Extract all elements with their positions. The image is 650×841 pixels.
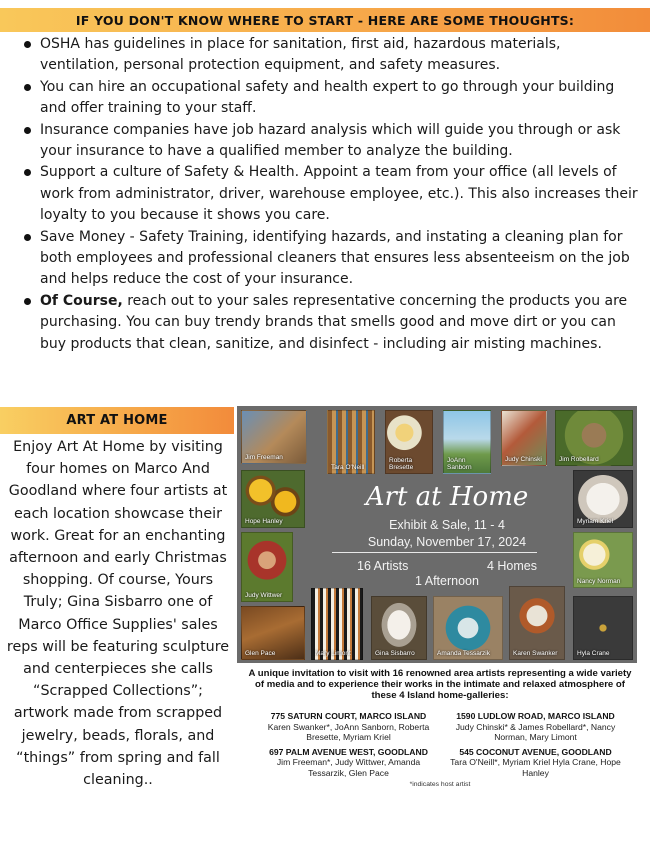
photo-caption: Karen Swanker (513, 650, 558, 657)
photo-caption: Jim Freeman (245, 454, 283, 461)
tip-bold: Of Course, (40, 292, 123, 309)
home-address: 775 SATURN COURT, MARCO ISLAND (270, 711, 427, 721)
home-address: 1590 LUDLOW ROAD, MARCO ISLAND (456, 711, 615, 721)
home-listing (449, 711, 622, 743)
photo-caption: Glen Pace (245, 650, 276, 657)
tip-text: Save Money - Safety Training, identifying hazards, and instating a cleaning plan for both employees and professional cleaners that ensures less absenteeism on the job and helps reduce the cost of your insurance. (40, 228, 630, 288)
artwork-photo (573, 532, 633, 588)
home-addresses (262, 711, 622, 778)
home-address: 545 COCONUT AVENUE, GOODLAND (459, 746, 612, 757)
photo-caption: Nancy Norman (577, 578, 621, 585)
bullet-icon (24, 127, 31, 134)
artwork-photo (573, 470, 633, 528)
bullet-icon (24, 298, 31, 305)
home-artists: Jim Freeman*, Judy Wittwer, Amanda Tessarzik, Glen Pace (276, 757, 421, 778)
artwork-photo (241, 606, 305, 660)
flyer-divider (332, 552, 537, 553)
bullet-icon (24, 41, 31, 48)
artwork-photo (433, 596, 503, 660)
artwork-photo (241, 470, 305, 528)
tip-item (20, 162, 640, 226)
photo-caption: Judy Chinski (505, 456, 542, 463)
tip-text: You can hire an occupational safety and health expert to go through your building and offer training to your staff. (40, 78, 615, 117)
home-artists: Judy Chinski* & James Robellard*, Nancy Norman, Mary Limont (455, 721, 616, 742)
bullet-icon (24, 234, 31, 241)
artwork-photo (241, 532, 293, 602)
flyer-title: Art at Home (365, 482, 529, 512)
photo-caption: Hope Hanley (245, 518, 283, 525)
home-listing (262, 711, 435, 743)
bullet-icon (24, 84, 31, 91)
artwork-photo (443, 410, 491, 474)
tip-text: Support a culture of Safety & Health. Appoint a team from your office (all levels of work from administrator, driver, warehouse employee, etc.). This also increases their loyalty to you because it shows you care. (40, 164, 638, 224)
flyer-counts (357, 559, 537, 573)
home-listing (262, 747, 435, 779)
photo-caption: Gina Sisbarro (375, 650, 415, 657)
artwork-photo (385, 410, 433, 474)
art-at-home-flyer (237, 406, 637, 663)
tip-item (20, 34, 640, 77)
artwork-photo (573, 596, 633, 660)
photo-caption: Judy Wittwer (245, 592, 283, 599)
home-artists: Tara O'Neill*, Myriam Kriel Hyla Crane, Hope Hanley (450, 757, 621, 778)
art-at-home-banner: ART AT HOME (0, 407, 234, 434)
tip-item (20, 120, 640, 163)
tip-text: Insurance companies have job hazard analysis which will guide you through or ask your insurance to have a qualified member to analyze the building. (40, 121, 621, 160)
artists-count: 16 Artists (357, 559, 409, 573)
tip-text: reach out to your sales representative concerning the products you are purchasing. You can buy trendy brands that smells good and move dirt or you can buy products that clean, sanitize, and disinfect - including air misting machines. (40, 292, 628, 352)
photo-caption: Hyla Crane (577, 650, 610, 657)
photo-caption: Amanda Tessarzik (437, 650, 490, 657)
flyer-duration: 1 Afternoon (415, 574, 479, 588)
tip-text: OSHA has guidelines in place for sanitation, first aid, hazardous materials, ventilation, personal protection equipment, and safety measures. (40, 36, 561, 74)
host-artist-footnote: *indicates host artist (409, 781, 471, 788)
home-listing (449, 747, 622, 779)
artwork-photo (509, 586, 565, 660)
tip-item (20, 291, 640, 355)
artwork-photo (371, 596, 427, 660)
tip-item (20, 77, 640, 120)
tips-list (20, 34, 640, 355)
photo-caption: Roberta Bresette (389, 457, 414, 471)
artwork-photo (555, 410, 633, 466)
home-artists: Karen Swanker*, JoAnn Sanborn, Roberta Bresette, Myriam Kriel (267, 721, 430, 742)
bullet-icon (24, 169, 31, 176)
flyer-subtitle: Exhibit & Sale, 11 - 4 (389, 518, 505, 532)
artwork-photo (241, 410, 307, 464)
homes-count: 4 Homes (486, 559, 537, 573)
artwork-photo (501, 410, 547, 466)
photo-caption: Jim Robellard (559, 456, 599, 463)
invitation-text: A unique invitation to visit with 16 renowned area artists representing a wide variety of media and to experience their works in the intimate and relaxed atmosphere of these 4 Island home-galleries: (248, 668, 632, 701)
photo-caption: Tara O'Neill (331, 464, 365, 471)
home-address: 697 PALM AVENUE WEST, GOODLAND (269, 746, 428, 757)
top-banner: IF YOU DON'T KNOW WHERE TO START - HERE ARE SOME THOUGHTS: (0, 8, 650, 32)
art-at-home-description: Enjoy Art At Home by visiting four homes on Marco And Goodland where four artists at each location showcase their work. Great for an enchanting afternoon and early Christmas shopping. Of course, Yours Truly; Gina Sisbarro one of Marco Office Supplies' sales reps will be featuring sculpture and centerpieces she calls “Scrapped Collections”; artwork made from scrapped jewelry, beads, florals, and “things” from spring and fall cleaning.. (6, 439, 230, 789)
artwork-photo (327, 410, 375, 474)
flyer-date: Sunday, November 17, 2024 (367, 535, 527, 549)
photo-caption: JoAnn Sanborn (447, 457, 472, 471)
photo-caption: Mary Limont (315, 650, 351, 657)
photo-caption: Myriam Kriel (577, 518, 614, 525)
tip-item (20, 227, 640, 291)
artwork-photo (311, 588, 363, 660)
